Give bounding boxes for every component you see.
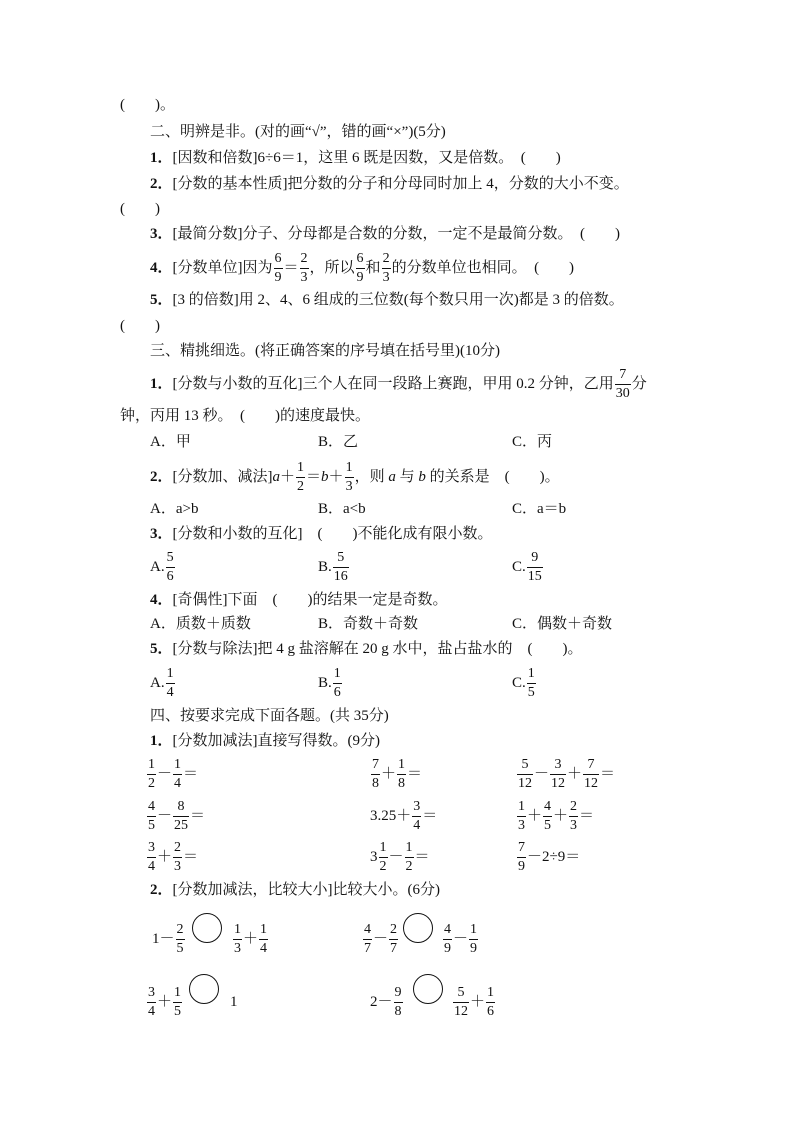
fraction: $\frac{6}{9}$ [274, 251, 282, 286]
s3-q4-option-a: A．质数＋质数 [150, 616, 251, 632]
compare-4-right: $\frac{5}{12}$ ＋ $\frac{1}{6}$ [454, 985, 495, 1020]
compare-3-left: $\frac{3}{4}$ ＋ $\frac{1}{5}$ [148, 985, 182, 1020]
s3-q3-option-c: C. $\frac{9}{15}$ [512, 550, 542, 585]
fraction: $\frac{2}{3}$ [300, 251, 308, 286]
compare-1-right: $\frac{1}{3}$ ＋ $\frac{1}{4}$ [234, 922, 268, 957]
s3-q1-option-a: A．甲 [150, 434, 191, 450]
s2-q2: 2．[分数的基本性质]把分数的分子和分母同时加上 4，分数的大小不变。 [150, 176, 629, 192]
s3-q1: 1．[分数与小数的互化]三个人在同一段路上赛跑，甲用 0.2 分钟，乙用 $\frac{7}{30}$ 分 [150, 367, 647, 402]
compare-circle-2[interactable] [403, 913, 433, 943]
fraction: $\frac{5}{16}$ [333, 550, 348, 585]
s3-q3-option-a: A. $\frac{5}{6}$ [150, 550, 174, 585]
fraction: $\frac{9}{15}$ [527, 550, 542, 585]
compare-circle-1[interactable] [192, 913, 222, 943]
s3-q5-option-a: A. $\frac{1}{4}$ [150, 666, 174, 701]
s2-q1: 1．[因数和倍数]6÷6＝1，这里 6 既是因数，又是倍数。 ( ) [150, 150, 561, 166]
compare-3-right: 1 [230, 994, 238, 1010]
expr-5: 3.25＋ $\frac{3}{4}$ ＝ [370, 799, 438, 834]
s3-q3-option-b: B. $\frac{5}{16}$ [318, 550, 348, 585]
top-answer-paren: ( )。 [120, 97, 175, 113]
section-4-title: 四、按要求完成下面各题。(共 35分) [150, 708, 389, 724]
compare-2-left: $\frac{4}{7}$ － $\frac{2}{7}$ [364, 922, 398, 957]
compare-4-left: 2－ $\frac{9}{8}$ [370, 985, 402, 1020]
compare-circle-4[interactable] [413, 974, 443, 1004]
compare-circle-3[interactable] [189, 974, 219, 1004]
fraction: $\frac{1}{3}$ [345, 460, 353, 495]
s2-q3: 3．[最简分数]分子、分母都是合数的分数，一定不是最简分数。 ( ) [150, 226, 620, 242]
s2-q4: 4．[分数单位]因为 $\frac{6}{9}$ ＝ $\frac{2}{3}$ ，所以 $\frac{6}{9}$ 和 $\frac{2}{3}$ 的分数单位也相同。 ( ) [150, 251, 575, 286]
s4-q2: 2．[分数加减法，比较大小]比较大小。(6分) [150, 882, 440, 898]
expr-3: $\frac{5}{12}$ － $\frac{3}{12}$ ＋ $\frac{7}{12}$ ＝ [518, 757, 616, 792]
expr-1: $\frac{1}{2}$ － $\frac{1}{4}$ ＝ [148, 757, 199, 792]
s3-q4: 4．[奇偶性]下面 ( )的结果一定是奇数。 [150, 592, 448, 608]
s3-q1-option-c: C．丙 [512, 434, 553, 450]
s3-q2-option-c: C．a＝b [512, 501, 567, 517]
expr-8: 3 $\frac{1}{2}$ － $\frac{1}{2}$ ＝ [370, 840, 430, 875]
fraction: $\frac{1}{5}$ [527, 666, 535, 701]
s3-q4-option-b: B．奇数＋奇数 [318, 616, 419, 632]
compare-1-left: 1－ $\frac{2}{5}$ [152, 922, 184, 957]
s2-q5: 5．[3 的倍数]用 2、4、6 组成的三位数(每个数只用一次)都是 3 的倍数。 [150, 292, 624, 308]
compare-2-right: $\frac{4}{9}$ － $\frac{1}{9}$ [444, 922, 478, 957]
fraction: $\frac{1}{2}$ [297, 460, 305, 495]
s3-q3: 3．[分数和小数的互化] ( )不能化成有限小数。 [150, 526, 493, 542]
expr-7: $\frac{3}{4}$ ＋ $\frac{2}{3}$ ＝ [148, 840, 199, 875]
fraction: $\frac{1}{6}$ [333, 666, 341, 701]
s2-q5-paren: ( ) [120, 318, 160, 334]
expr-6: $\frac{1}{3}$ ＋ $\frac{4}{5}$ ＋ $\frac{2}{3}$ ＝ [518, 799, 595, 834]
fraction: $\frac{5}{6}$ [166, 550, 174, 585]
expr-2: $\frac{7}{8}$ ＋ $\frac{1}{8}$ ＝ [372, 757, 423, 792]
fraction: $\frac{6}{9}$ [356, 251, 364, 286]
section-2-title: 二、明辨是非。(对的画“√”，错的画“×”)(5分) [150, 124, 446, 140]
fraction: $\frac{2}{3}$ [382, 251, 390, 286]
fraction: $\frac{7}{30}$ [615, 367, 630, 402]
s3-q2: 2．[分数加、减法]a＋ $\frac{1}{2}$ ＝b＋ $\frac{1}{3}$ ，则 a 与 b 的关系是 ( )。 [150, 460, 560, 495]
expr-9: $\frac{7}{9}$ －2÷9＝ [518, 840, 581, 875]
fraction: $\frac{1}{4}$ [166, 666, 174, 701]
s3-q1-option-b: B．乙 [318, 434, 359, 450]
expr-4: $\frac{4}{5}$ － $\frac{8}{25}$ ＝ [148, 799, 206, 834]
s2-q2-paren: ( ) [120, 201, 160, 217]
s3-q5-option-b: B. $\frac{1}{6}$ [318, 666, 341, 701]
s3-q5: 5．[分数与除法]把 4 g 盐溶解在 20 g 水中，盐占盐水的 ( )。 [150, 641, 583, 657]
s4-q1: 1．[分数加减法]直接写得数。(9分) [150, 733, 380, 749]
s3-q4-option-c: C．偶数＋奇数 [512, 616, 613, 632]
s3-q5-option-c: C. $\frac{1}{5}$ [512, 666, 535, 701]
section-3-title: 三、精挑细选。(将正确答案的序号填在括号里)(10分) [150, 343, 500, 359]
s3-q1-line2: 钟，丙用 13 秒。 ( )的速度最快。 [120, 408, 370, 424]
s3-q2-option-b: B．a<b [318, 501, 366, 517]
s3-q2-option-a: A．a>b [150, 501, 199, 517]
